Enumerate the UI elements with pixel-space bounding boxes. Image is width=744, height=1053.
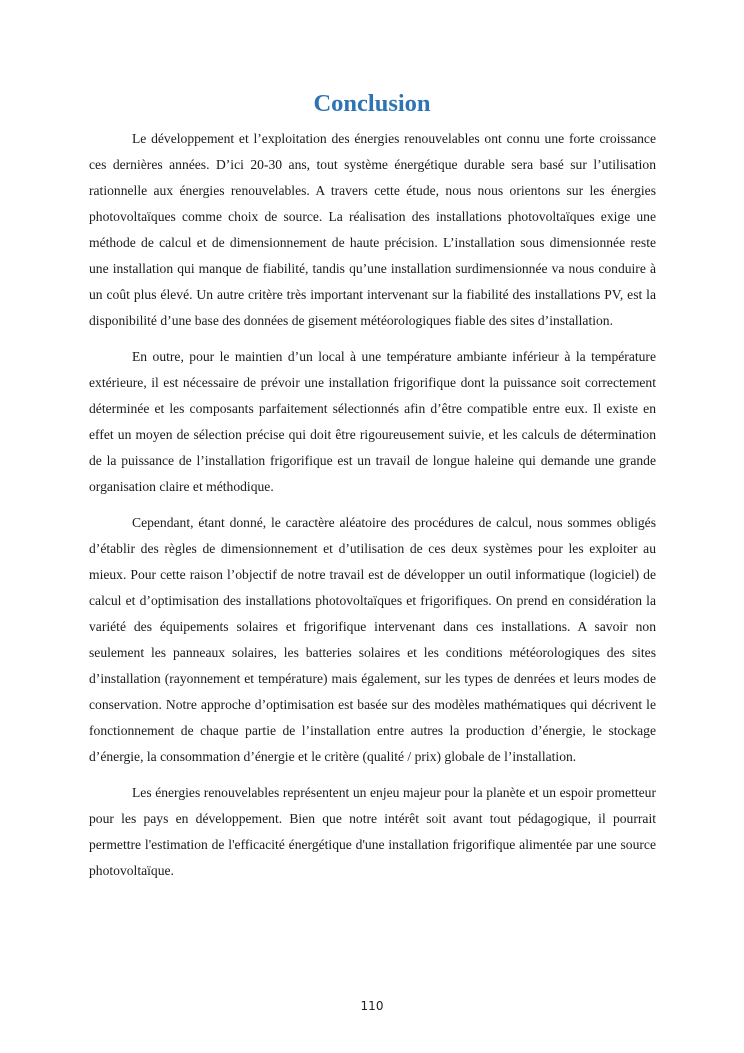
paragraph-1: Le développement et l’exploitation des énergies renouvelables ont connu une forte croissance ces dernières années. D’ici 20-30 ans, tout système énergétique durable sera basé sur l’utilisation rationnelle aux énergies renouvelables. A travers cette étude, nous nous orientons sur les énergies photovoltaïques comme choix de source. La réalisation des installations photovoltaïques exige une méthode de calcul et de dimensionnement de haute précision. L’installation sous dimensionnée reste une installation qui manque de fiabilité, tandis qu’une installation surdimensionnée va nous conduire à un coût plus élevé. Un autre critère très important intervenant sur la fiabilité des installations PV, est la disponibilité d’une base des données de gisement météorologiques fiable des sites d’installation. [89, 131, 656, 328]
paragraph-3: Cependant, étant donné, le caractère aléatoire des procédures de calcul, nous sommes obligés d’établir des règles de dimensionnement et d’utilisation de ces deux systèmes pour les exploiter au mieux. Pour cette raison l’objectif de notre travail est de développer un outil informatique (logiciel) de calcul et d’optimisation des installations photovoltaïques et frigorifiques. On prend en considération la variété des équipements solaires et frigorifique intervenant dans ces installations. A savoir non seulement les panneaux solaires, les batteries solaires et les conditions météorologiques des sites d’installation (rayonnement et température) mais également, sur les types de denrées et leurs modes de conservation. Notre approche d’optimisation est basée sur des modèles mathématiques qui décrivent le fonctionnement de chaque partie de l’installation entre autres la production d’énergie, le stockage d’énergie, la consommation d’énergie et le critère (qualité / prix) globale de l’installation. [89, 515, 656, 764]
body-text [89, 126, 656, 884]
paragraph-2: En outre, pour le maintien d’un local à une température ambiante inférieur à la température extérieure, il est nécessaire de prévoir une installation frigorifique dont la puissance soit correctement déterminée et les composants parfaitement sélectionnés afin d’être compatible entre eux. Il existe en effet un moyen de sélection précise qui doit être rigoureusement suivie, et les calculs de détermination de la puissance de l’installation frigorifique est un travail de longue haleine qui demande une grande organisation claire et méthodique. [89, 349, 656, 494]
paragraph-4: Les énergies renouvelables représentent un enjeu majeur pour la planète et un espoir prometteur pour les pays en développement. Bien que notre intérêt soit avant tout pédagogique, il pourrait permettre l'estimation de l'efficacité énergétique d'une installation frigorifique alimentée par une source photovoltaïque. [89, 785, 656, 878]
page-number: 110 [360, 999, 384, 1013]
page-title: Conclusion [313, 90, 431, 117]
